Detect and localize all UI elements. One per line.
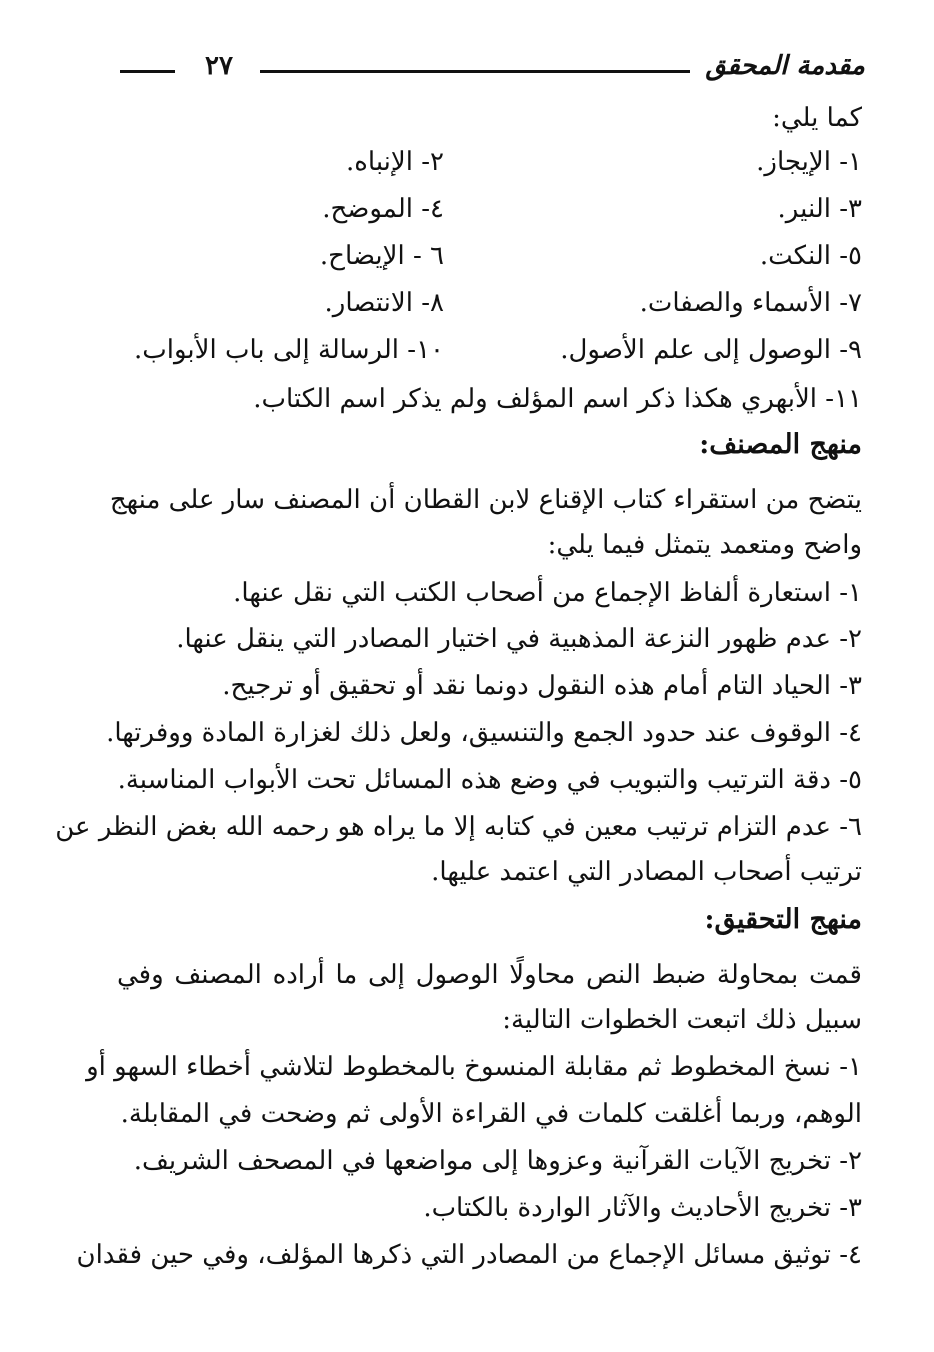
book-item-1: ١- الإيجاز. xyxy=(756,147,862,177)
section-heading-author-method: منهج المصنف: xyxy=(699,429,862,460)
running-header xyxy=(120,46,865,88)
author-method-item-2: ٢- عدم ظهور النزعة المذهبية في اختيار المصادر التي ينقل عنها. xyxy=(176,624,862,654)
book-item-3: ٣- النير. xyxy=(777,194,862,224)
book-item-4: ٤- الموضح. xyxy=(322,194,444,224)
author-method-item-1: ١- استعارة ألفاظ الإجماع من أصحاب الكتب التي نقل عنها. xyxy=(233,578,862,608)
intro-line: كما يلي: xyxy=(772,103,862,133)
author-method-item-5: ٥- دقة الترتيب والتبويب في وضع هذه المسائل تحت الأبواب المناسبة. xyxy=(117,765,862,795)
verification-paragraph-line-1: قمت بمحاولة ضبط النص محاولًا الوصول إلى ما أراده المصنف وفي xyxy=(117,960,862,990)
book-item-8: ٨- الانتصار. xyxy=(324,288,444,318)
verification-item-1-line-2: الوهم، وربما أغلقت كلمات في القراءة الأولى ثم وضحت في المقابلة. xyxy=(120,1099,862,1129)
author-method-paragraph-line-1: يتضح من استقراء كتاب الإقناع لابن القطان أن المصنف سار على منهج xyxy=(109,485,862,515)
verification-item-2: ٢- تخريج الآيات القرآنية وعزوها إلى مواضعها في المصحف الشريف. xyxy=(133,1146,862,1176)
header-rule-middle xyxy=(260,70,690,73)
verification-paragraph-line-2: سبيل ذلك اتبعت الخطوات التالية: xyxy=(502,1005,862,1035)
header-title: مقدمة المحقق xyxy=(705,51,865,81)
book-item-9: ٩- الوصول إلى علم الأصول. xyxy=(560,335,862,365)
author-method-item-6-line-2: ترتيب أصحاب المصادر التي اعتمد عليها. xyxy=(431,857,862,887)
book-item-2: ٢- الإنباه. xyxy=(346,147,444,177)
author-method-paragraph-line-2: واضح ومتعمد يتمثل فيما يلي: xyxy=(547,530,862,560)
book-item-10: ١٠- الرسالة إلى باب الأبواب. xyxy=(134,335,444,365)
book-item-7: ٧- الأسماء والصفات. xyxy=(639,288,862,318)
author-method-item-4: ٤- الوقوف عند حدود الجمع والتنسيق، ولعل ذلك لغزارة المادة ووفرتها. xyxy=(106,718,862,748)
author-method-item-3: ٣- الحياد التام أمام هذه النقول دونما نقد أو تحقيق أو ترجيح. xyxy=(222,671,862,701)
verification-item-3: ٣- تخريج الأحاديث والآثار الواردة بالكتاب. xyxy=(423,1193,862,1223)
page-number: ٢٧ xyxy=(205,51,233,81)
verification-item-1-line-1: ١- نسخ المخطوط ثم مقابلة المنسوخ بالمخطوط لتلاشي أخطاء السهو أو xyxy=(86,1052,862,1082)
book-item-5: ٥- النكت. xyxy=(759,241,862,271)
author-method-item-6-line-1: ٦- عدم التزام ترتيب معين في كتابه إلا ما يراه هو رحمه الله بغض النظر عن xyxy=(55,812,862,842)
verification-item-4-line-1: ٤- توثيق مسائل الإجماع من المصادر التي ذكرها المؤلف، وفي حين فقدان xyxy=(76,1240,862,1270)
book-item-6: ٦ - الإيضاح. xyxy=(319,241,444,271)
header-rule-left xyxy=(120,70,175,73)
book-item-11: ١١- الأبهري هكذا ذكر اسم المؤلف ولم يذكر اسم الكتاب. xyxy=(253,384,862,414)
section-heading-verification-method: منهج التحقيق: xyxy=(704,904,862,935)
